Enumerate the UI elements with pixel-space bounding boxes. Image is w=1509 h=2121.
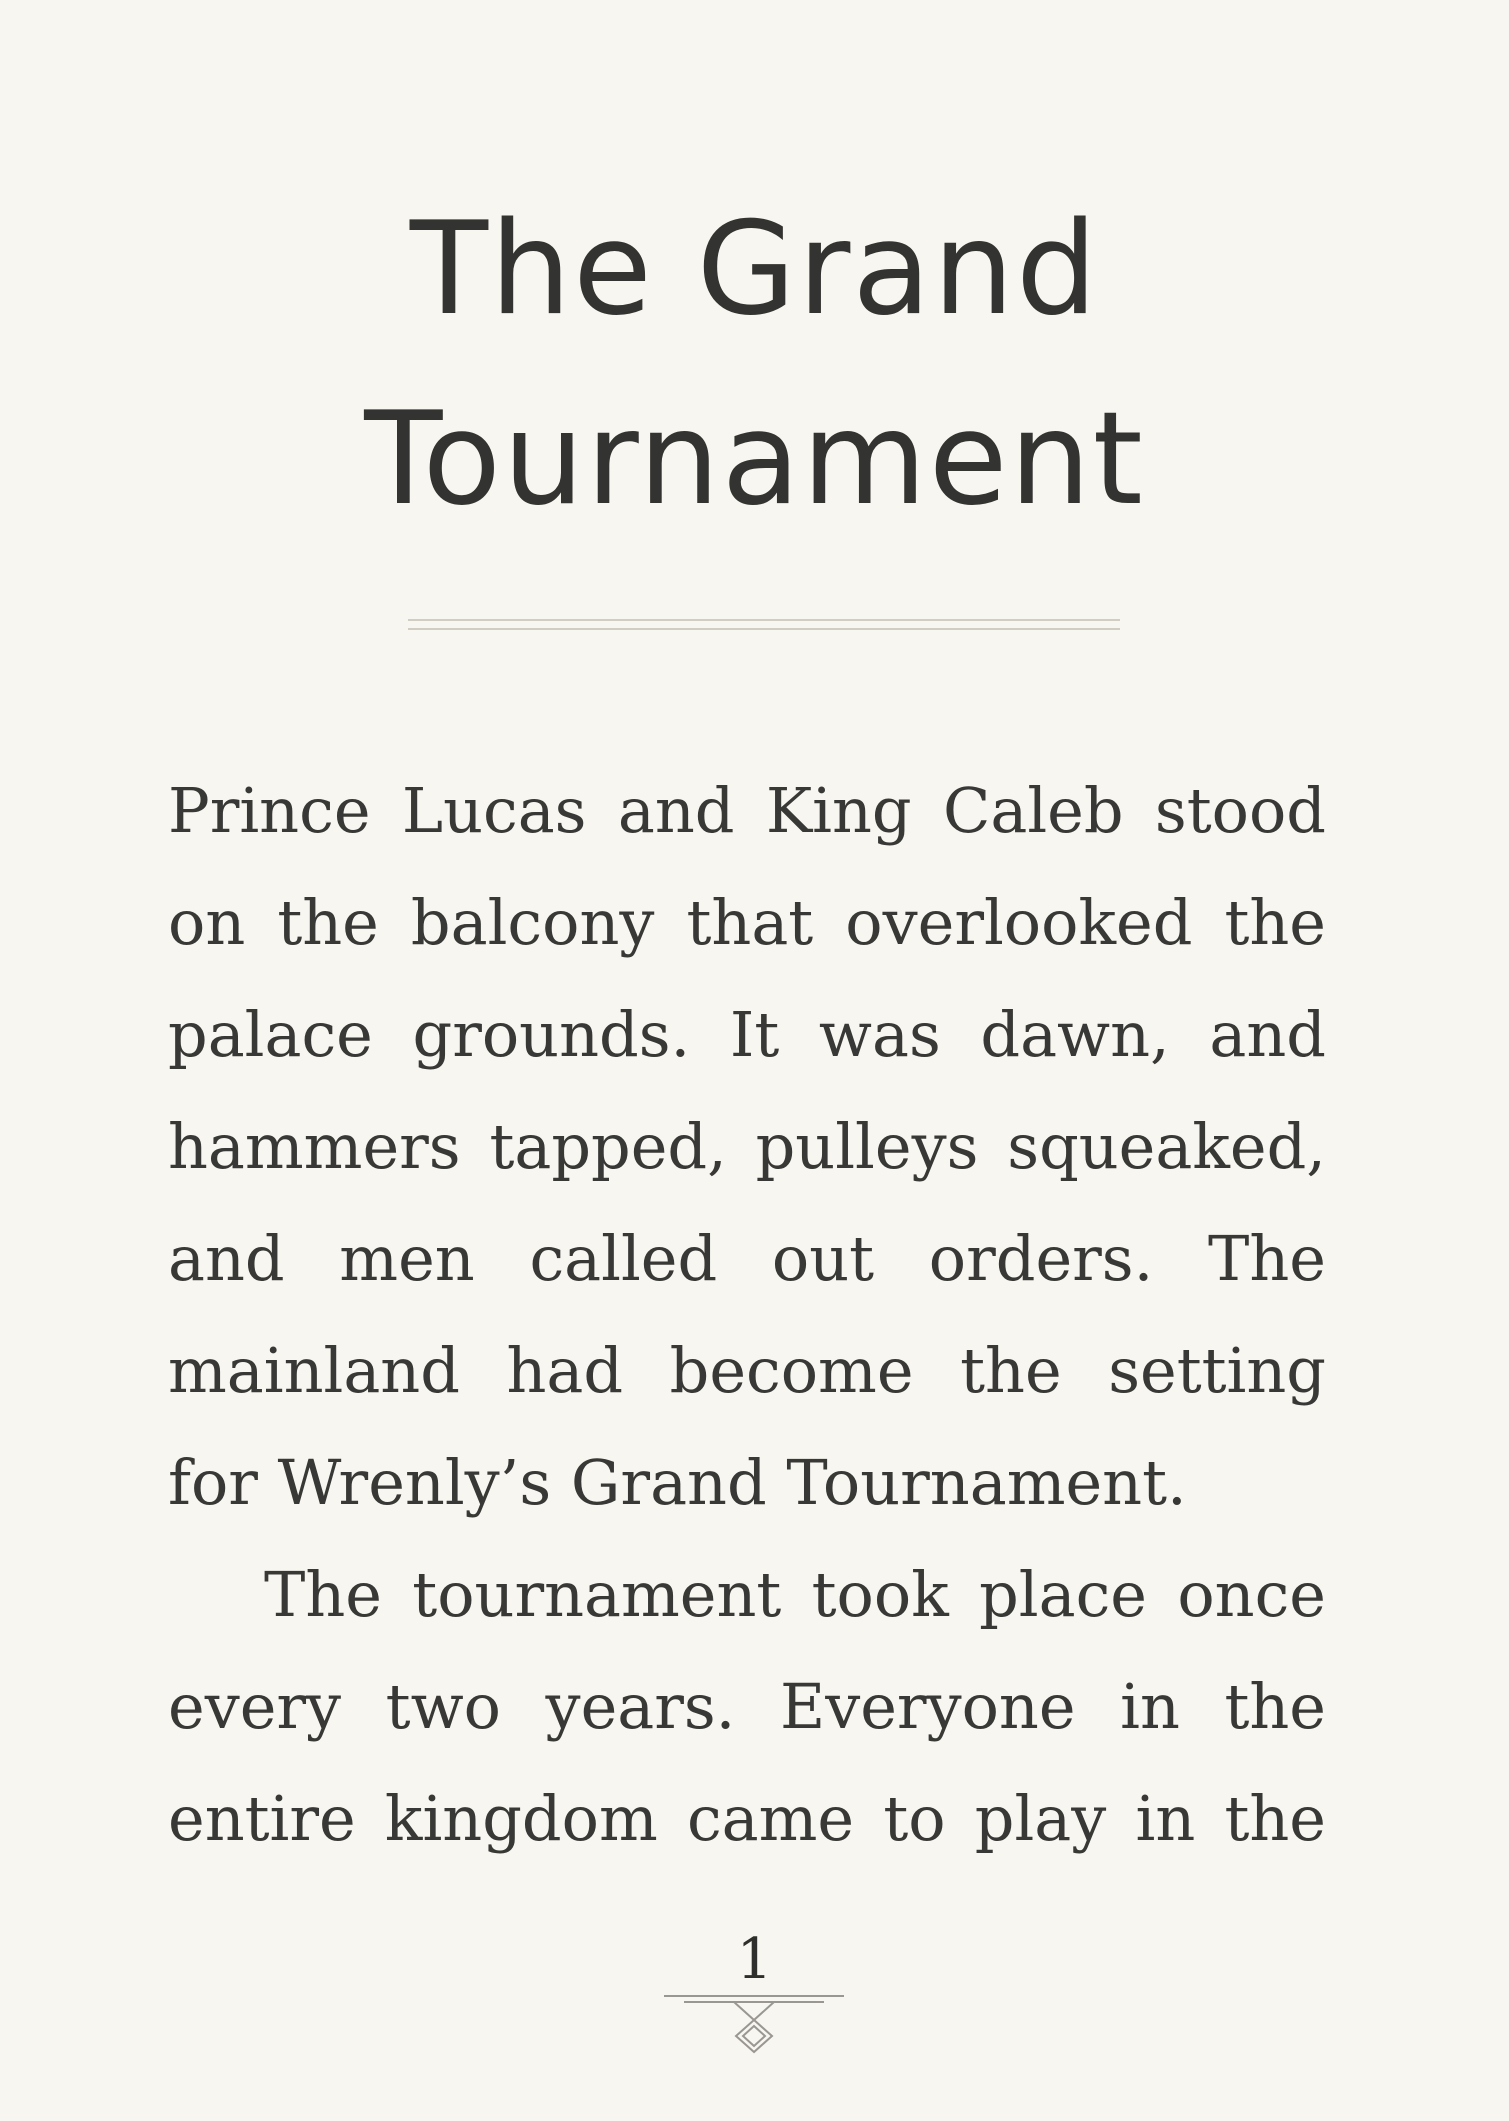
text-line: every two years. Everyone in the [168,1670,1326,1743]
text-line: for Wrenly’s Grand Tournament. [168,1446,1187,1519]
chapter-title-line-2: Tournament [364,385,1145,534]
diamond-knot-icon [664,1990,844,2060]
page-number: 1 [736,1927,773,1992]
text-line: on the balcony that overlooked the [168,886,1326,959]
text-line: The tournament took place once [264,1558,1326,1631]
text-line: hammers tapped, pulleys squeaked, [168,1110,1326,1183]
chapter-title [0,175,1509,555]
text-line: Prince Lucas and King Caleb stood [168,774,1326,847]
paragraph-2 [168,1539,1326,1875]
text-line: entire kingdom came to play in the [168,1782,1326,1855]
chapter-title-line-1: The Grand [409,195,1100,344]
text-line: palace grounds. It was dawn, and [168,998,1326,1071]
body-text [168,755,1326,1875]
paragraph-1 [168,755,1326,1539]
title-double-rule [408,619,1120,631]
text-line: mainland had become the setting [168,1334,1326,1407]
text-line: and men called out orders. The [168,1222,1326,1295]
